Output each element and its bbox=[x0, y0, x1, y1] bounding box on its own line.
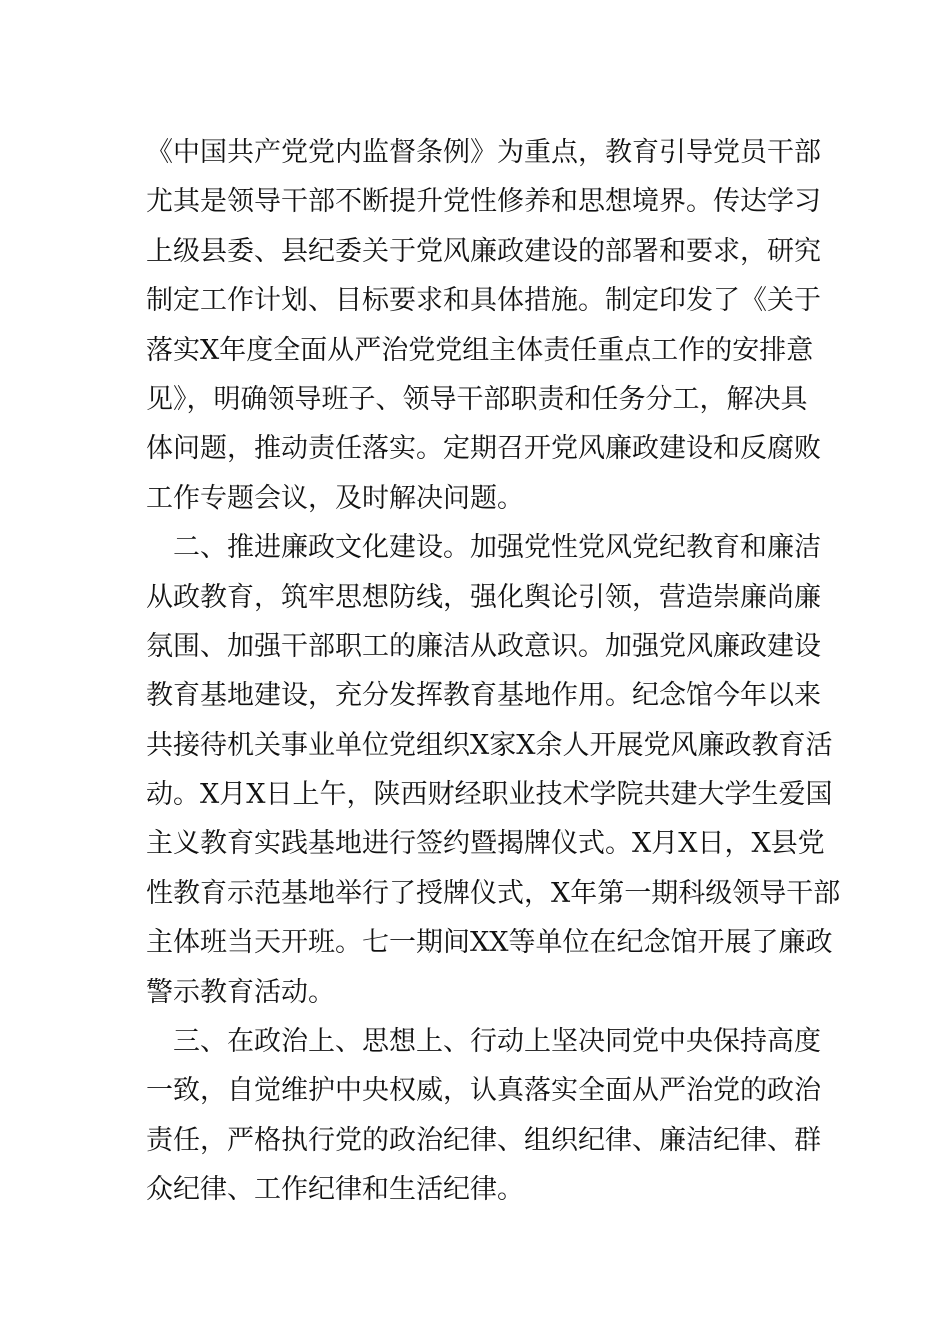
document-body bbox=[146, 128, 841, 1215]
text-line: 制定工作计划、目标要求和具体措施。制定印发了《关于 bbox=[146, 285, 821, 317]
paragraph-2 bbox=[146, 523, 841, 1017]
text-line: 警示教育活动。 bbox=[146, 976, 335, 1008]
text-line: 氛围、加强干部职工的廉洁从政意识。加强党风廉政建设 bbox=[146, 630, 821, 662]
text-line: 主体班当天开班。七一期间XX等单位在纪念馆开展了廉政 bbox=[146, 927, 833, 959]
text-line: 体问题，推动责任落实。定期召开党风廉政建设和反腐败 bbox=[146, 433, 821, 465]
text-line: 一致，自觉维护中央权威，认真落实全面从严治党的政治 bbox=[146, 1075, 821, 1107]
text-line: 二、推进廉政文化建设。加强党性党风党纪教育和廉洁 bbox=[173, 532, 821, 564]
text-line: 尤其是领导干部不断提升党性修养和思想境界。传达学习 bbox=[146, 186, 821, 218]
text-line: 工作专题会议，及时解决问题。 bbox=[146, 482, 524, 514]
text-line: 上级县委、县纪委关于党风廉政建设的部署和要求，研究 bbox=[146, 235, 821, 267]
text-line: 众纪律、工作纪律和生活纪律。 bbox=[146, 1174, 524, 1206]
text-line: 见》，明确领导班子、领导干部职责和任务分工，解决具 bbox=[146, 383, 808, 415]
text-line: 动。X月X日上午，陕西财经职业技术学院共建大学生爱国 bbox=[146, 779, 833, 811]
text-line: 落实X年度全面从严治党党组主体责任重点工作的安排意 bbox=[146, 334, 814, 366]
text-line: 性教育示范基地举行了授牌仪式，X年第一期科级领导干部 bbox=[146, 877, 841, 909]
text-line: 三、在政治上、思想上、行动上坚决同党中央保持高度 bbox=[173, 1026, 821, 1058]
paragraph-3 bbox=[146, 1017, 821, 1215]
text-line: 共接待机关事业单位党组织X家X余人开展党风廉政教育活 bbox=[146, 729, 833, 761]
text-line: 教育基地建设，充分发挥教育基地作用。纪念馆今年以来 bbox=[146, 680, 821, 712]
paragraph-1 bbox=[146, 128, 821, 523]
text-line: 从政教育，筑牢思想防线，强化舆论引领，营造崇廉尚廉 bbox=[146, 581, 821, 613]
text-line: 主义教育实践基地进行签约暨揭牌仪式。X月X日，X县党 bbox=[146, 828, 825, 860]
text-line: 责任，严格执行党的政治纪律、组织纪律、廉洁纪律、群 bbox=[146, 1124, 821, 1156]
text-line: 《中国共产党党内监督条例》为重点，教育引导党员干部 bbox=[146, 137, 821, 168]
